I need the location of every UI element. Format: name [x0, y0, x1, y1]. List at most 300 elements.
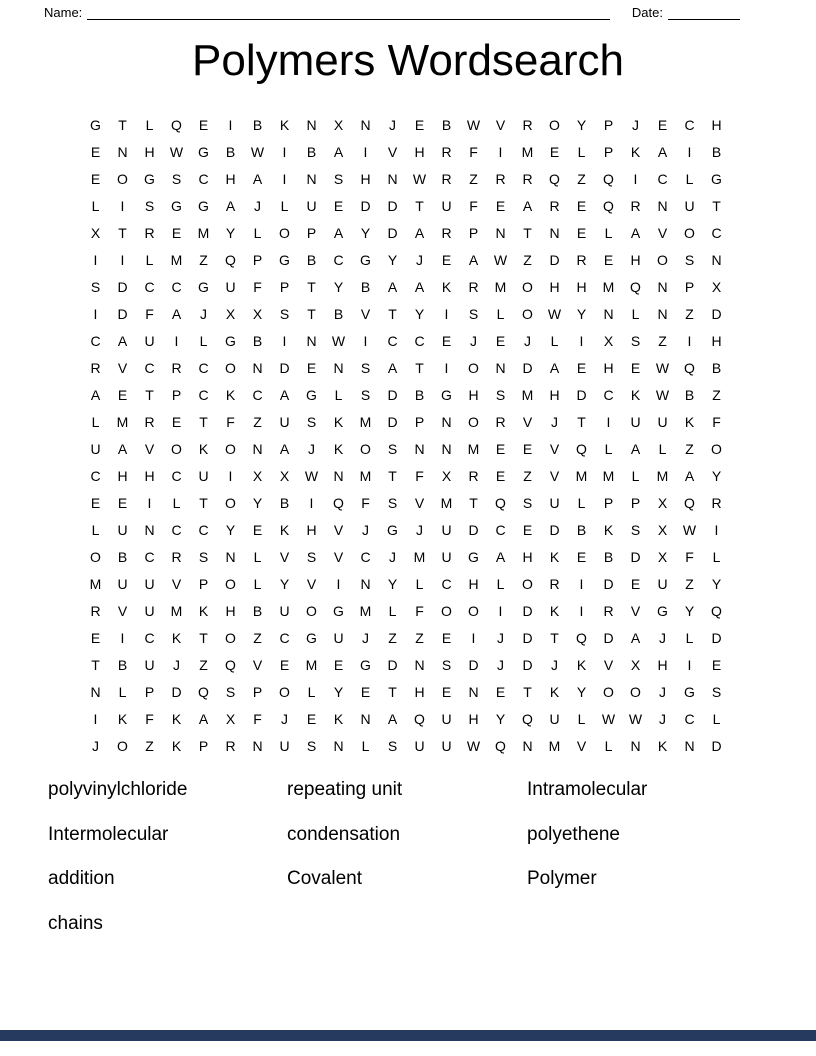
grid-cell: M — [656, 467, 669, 484]
grid-cell: I — [363, 332, 368, 349]
word-item: repeating unit — [287, 779, 403, 800]
grid-cell: U — [414, 737, 425, 754]
wordsearch-grid — [82, 111, 730, 759]
grid-cell: I — [93, 710, 98, 727]
grid-cell: U — [684, 197, 695, 214]
grid-cell: L — [604, 737, 613, 754]
grid-cell: S — [522, 494, 533, 511]
grid-cell: G — [441, 386, 452, 403]
grid-cell: Q — [603, 170, 614, 187]
grid-cell: D — [387, 197, 398, 214]
grid-cell: A — [279, 440, 290, 457]
grid-cell: V — [522, 413, 533, 430]
grid-cell: D — [117, 278, 128, 295]
grid-cell: P — [603, 143, 614, 160]
grid-cell: F — [253, 710, 262, 727]
grid-cell: C — [360, 548, 371, 565]
grid-cell: A — [522, 197, 533, 214]
grid-cell: V — [117, 359, 128, 376]
grid-cell: F — [469, 197, 478, 214]
grid-cell: M — [197, 224, 210, 241]
grid-cell: N — [225, 548, 236, 565]
grid-cell: T — [469, 494, 478, 511]
grid-cell: Z — [415, 629, 424, 646]
grid-cell: J — [659, 710, 666, 727]
grid-cell: F — [469, 143, 478, 160]
grid-cell: K — [171, 629, 182, 646]
grid-cell: W — [466, 116, 481, 133]
grid-cell: O — [279, 224, 290, 241]
grid-cell: L — [253, 548, 262, 565]
grid-cell: E — [90, 170, 101, 187]
grid-cell: J — [173, 656, 180, 673]
grid-cell: D — [117, 305, 128, 322]
grid-cell: Y — [225, 521, 236, 538]
grid-cell: L — [280, 197, 289, 214]
grid-cell: E — [171, 413, 182, 430]
grid-cell: J — [362, 521, 369, 538]
grid-cell: B — [306, 251, 317, 268]
grid-cell: K — [684, 413, 695, 430]
grid-cell: H — [711, 332, 722, 349]
grid-cell: E — [522, 440, 533, 457]
grid-cell: E — [495, 467, 506, 484]
grid-cell: A — [333, 224, 344, 241]
grid-cell: R — [144, 224, 155, 241]
grid-cell: D — [630, 548, 641, 565]
grid-cell: F — [712, 413, 721, 430]
grid-cell: U — [441, 737, 452, 754]
grid-cell: K — [225, 386, 236, 403]
grid-cell: J — [659, 683, 666, 700]
grid-cell: M — [170, 251, 183, 268]
grid-cell: C — [414, 332, 425, 349]
grid-cell: G — [360, 251, 371, 268]
grid-cell: U — [225, 278, 236, 295]
grid-cell: Q — [549, 170, 560, 187]
grid-cell: R — [90, 602, 101, 619]
grid-cell: I — [147, 494, 152, 511]
grid-cell: Q — [576, 629, 587, 646]
grid-cell: K — [441, 278, 452, 295]
word-item: Intramolecular — [527, 779, 648, 800]
grid-cell: P — [252, 683, 263, 700]
grid-cell: N — [333, 467, 344, 484]
grid-cell: B — [117, 656, 128, 673]
grid-cell: P — [306, 224, 317, 241]
grid-cell: E — [630, 359, 641, 376]
word-item: Covalent — [287, 868, 362, 889]
grid-cell: V — [171, 575, 182, 592]
grid-cell: M — [521, 386, 534, 403]
grid-cell: J — [308, 440, 315, 457]
grid-cell: L — [361, 737, 370, 754]
grid-cell: E — [549, 143, 560, 160]
grid-cell: I — [471, 629, 476, 646]
grid-cell: N — [252, 440, 263, 457]
grid-cell: L — [91, 413, 100, 430]
grid-cell: F — [361, 494, 370, 511]
grid-cell: M — [359, 413, 372, 430]
grid-cell: B — [225, 143, 236, 160]
grid-cell: M — [467, 440, 480, 457]
grid-cell: E — [441, 251, 452, 268]
grid-cell: E — [495, 197, 506, 214]
grid-cell: I — [444, 305, 449, 322]
grid-cell: V — [549, 440, 560, 457]
grid-cell: X — [90, 224, 101, 241]
grid-cell: U — [657, 413, 668, 430]
grid-cell: V — [360, 305, 371, 322]
grid-cell: U — [198, 467, 209, 484]
grid-cell: H — [630, 251, 641, 268]
grid-cell: T — [307, 278, 316, 295]
grid-cell: B — [252, 116, 263, 133]
grid-cell: E — [306, 710, 317, 727]
grid-cell: S — [306, 413, 317, 430]
grid-cell: T — [145, 386, 154, 403]
grid-cell: Y — [279, 575, 290, 592]
grid-cell: C — [144, 278, 155, 295]
grid-cell: R — [441, 170, 452, 187]
grid-cell: T — [712, 197, 721, 214]
grid-cell: H — [603, 359, 614, 376]
grid-cell: S — [171, 170, 182, 187]
grid-cell: O — [468, 602, 479, 619]
grid-cell: V — [414, 494, 425, 511]
grid-cell: E — [333, 197, 344, 214]
grid-cell: M — [521, 143, 534, 160]
header — [44, 5, 740, 20]
grid-cell: R — [549, 197, 560, 214]
grid-cell: S — [441, 656, 452, 673]
grid-cell: I — [282, 170, 287, 187]
grid-cell: G — [387, 521, 398, 538]
grid-cell: Q — [225, 251, 236, 268]
grid-cell: H — [468, 575, 479, 592]
word-item: addition — [48, 868, 115, 889]
grid-cell: D — [360, 197, 371, 214]
grid-cell: C — [90, 467, 101, 484]
grid-cell: S — [360, 386, 371, 403]
footer-accent-bar — [0, 1030, 816, 1041]
grid-cell: C — [387, 332, 398, 349]
grid-cell: C — [252, 386, 263, 403]
date-fill-line — [668, 6, 740, 20]
grid-cell: P — [603, 494, 614, 511]
grid-cell: R — [522, 116, 533, 133]
grid-cell: B — [576, 521, 587, 538]
grid-cell: O — [549, 116, 560, 133]
grid-cell: A — [630, 629, 641, 646]
grid-cell: E — [522, 521, 533, 538]
grid-cell: R — [468, 467, 479, 484]
grid-cell: D — [711, 737, 722, 754]
grid-cell: K — [279, 116, 290, 133]
grid-cell: A — [549, 359, 560, 376]
grid-cell: U — [441, 197, 452, 214]
grid-cell: D — [522, 656, 533, 673]
grid-cell: Z — [523, 467, 532, 484]
grid-cell: O — [225, 359, 236, 376]
grid-cell: O — [225, 440, 236, 457]
grid-cell: U — [144, 602, 155, 619]
grid-cell: L — [199, 332, 208, 349]
grid-cell: A — [630, 224, 641, 241]
grid-cell: M — [89, 575, 102, 592]
grid-cell: D — [522, 359, 533, 376]
grid-cell: A — [657, 143, 668, 160]
grid-cell: K — [549, 683, 560, 700]
grid-cell: X — [657, 521, 668, 538]
grid-cell: O — [522, 278, 533, 295]
grid-cell: I — [93, 305, 98, 322]
grid-cell: Z — [388, 629, 397, 646]
grid-cell: L — [118, 683, 127, 700]
grid-cell: L — [577, 710, 586, 727]
grid-cell: C — [684, 710, 695, 727]
grid-cell: M — [602, 467, 615, 484]
grid-cell: C — [657, 170, 668, 187]
grid-cell: S — [387, 737, 398, 754]
grid-cell: N — [117, 143, 128, 160]
grid-cell: U — [144, 656, 155, 673]
grid-cell: I — [687, 656, 692, 673]
grid-cell: I — [579, 332, 584, 349]
grid-cell: U — [441, 521, 452, 538]
grid-cell: L — [388, 602, 397, 619]
grid-cell: R — [522, 170, 533, 187]
grid-cell: N — [252, 737, 263, 754]
grid-cell: J — [92, 737, 99, 754]
grid-cell: R — [630, 197, 641, 214]
grid-cell: D — [576, 386, 587, 403]
grid-cell: B — [711, 143, 722, 160]
grid-cell: I — [282, 143, 287, 160]
grid-cell: M — [116, 413, 129, 430]
grid-cell: A — [90, 386, 101, 403]
grid-cell: G — [198, 143, 209, 160]
grid-cell: L — [712, 548, 721, 565]
grid-cell: F — [145, 305, 154, 322]
grid-cell: Q — [522, 710, 533, 727]
grid-cell: L — [496, 575, 505, 592]
grid-cell: H — [576, 278, 587, 295]
word-item: Polymer — [527, 868, 597, 889]
grid-cell: E — [495, 683, 506, 700]
grid-cell: A — [279, 386, 290, 403]
grid-cell: C — [279, 629, 290, 646]
grid-cell: U — [144, 575, 155, 592]
word-item: chains — [48, 912, 103, 934]
grid-cell: W — [304, 467, 319, 484]
grid-cell: S — [387, 494, 398, 511]
grid-cell: T — [307, 305, 316, 322]
page-title: Polymers Wordsearch — [192, 36, 624, 85]
grid-cell: Y — [252, 494, 263, 511]
grid-cell: B — [414, 386, 425, 403]
grid-cell: M — [575, 467, 588, 484]
grid-cell: B — [711, 359, 722, 376]
grid-cell: N — [630, 737, 641, 754]
grid-cell: G — [360, 656, 371, 673]
word-list — [48, 776, 768, 954]
grid-cell: L — [604, 224, 613, 241]
grid-cell: E — [90, 494, 101, 511]
grid-cell: E — [198, 116, 209, 133]
grid-cell: U — [549, 710, 560, 727]
word-column-1 — [48, 776, 287, 954]
grid-cell: C — [711, 224, 722, 241]
grid-cell: M — [170, 602, 183, 619]
grid-cell: T — [199, 629, 208, 646]
grid-cell: Y — [360, 224, 371, 241]
grid-cell: U — [279, 413, 290, 430]
grid-cell: V — [333, 548, 344, 565]
grid-cell: L — [91, 197, 100, 214]
grid-cell: A — [387, 359, 398, 376]
grid-cell: M — [440, 494, 453, 511]
grid-cell: H — [468, 710, 479, 727]
grid-cell: W — [412, 170, 427, 187]
grid-cell: H — [549, 278, 560, 295]
grid-cell: D — [387, 386, 398, 403]
grid-cell: W — [466, 737, 481, 754]
grid-cell: I — [120, 251, 125, 268]
grid-cell: S — [306, 737, 317, 754]
grid-cell: Q — [171, 116, 182, 133]
grid-cell: E — [576, 548, 587, 565]
grid-cell: K — [198, 602, 209, 619]
grid-cell: C — [495, 521, 506, 538]
grid-cell: Q — [414, 710, 425, 727]
grid-cell: O — [279, 683, 290, 700]
grid-cell: L — [550, 332, 559, 349]
grid-cell: O — [306, 602, 317, 619]
grid-cell: K — [117, 710, 128, 727]
grid-cell: Q — [603, 197, 614, 214]
grid-cell: Q — [684, 494, 695, 511]
grid-cell: H — [117, 467, 128, 484]
grid-cell: I — [120, 197, 125, 214]
grid-cell: A — [198, 710, 209, 727]
grid-cell: C — [198, 521, 209, 538]
grid-cell: J — [497, 656, 504, 673]
grid-cell: E — [90, 629, 101, 646]
grid-cell: H — [468, 386, 479, 403]
grid-cell: Y — [387, 251, 398, 268]
grid-cell: N — [657, 305, 668, 322]
grid-cell: B — [603, 548, 614, 565]
grid-cell: Q — [576, 440, 587, 457]
grid-cell: T — [118, 116, 127, 133]
grid-cell: C — [684, 116, 695, 133]
grid-cell: S — [630, 521, 641, 538]
grid-cell: N — [522, 737, 533, 754]
grid-cell: W — [547, 305, 562, 322]
grid-cell: V — [333, 521, 344, 538]
grid-cell: N — [252, 359, 263, 376]
grid-cell: W — [682, 521, 697, 538]
grid-cell: O — [522, 575, 533, 592]
grid-cell: S — [711, 683, 722, 700]
grid-cell: E — [117, 494, 128, 511]
grid-cell: U — [279, 737, 290, 754]
grid-cell: R — [495, 413, 506, 430]
grid-cell: V — [495, 116, 506, 133]
grid-cell: J — [416, 251, 423, 268]
grid-cell: Y — [333, 683, 344, 700]
grid-cell: L — [91, 521, 100, 538]
grid-cell: S — [144, 197, 155, 214]
grid-cell: L — [415, 575, 424, 592]
grid-cell: N — [333, 359, 344, 376]
grid-cell: R — [603, 602, 614, 619]
grid-cell: Y — [576, 116, 587, 133]
grid-cell: I — [120, 629, 125, 646]
grid-cell: Z — [469, 170, 478, 187]
grid-cell: U — [144, 332, 155, 349]
grid-cell: J — [200, 305, 207, 322]
grid-cell: F — [415, 467, 424, 484]
grid-cell: N — [306, 116, 317, 133]
grid-cell: W — [169, 143, 184, 160]
grid-cell: D — [603, 575, 614, 592]
grid-cell: V — [576, 737, 587, 754]
word-item: condensation — [287, 823, 401, 845]
grid-cell: T — [415, 197, 424, 214]
grid-cell: D — [549, 521, 560, 538]
grid-cell: M — [548, 737, 561, 754]
grid-cell: A — [468, 251, 479, 268]
grid-cell: G — [711, 170, 722, 187]
grid-cell: E — [603, 251, 614, 268]
grid-cell: R — [171, 548, 182, 565]
grid-cell: O — [171, 440, 182, 457]
grid-cell: T — [118, 224, 127, 241]
grid-cell: L — [712, 710, 721, 727]
grid-cell: D — [468, 656, 479, 673]
grid-cell: A — [171, 305, 182, 322]
grid-cell: J — [389, 116, 396, 133]
grid-cell: T — [523, 224, 532, 241]
grid-cell: R — [441, 143, 452, 160]
grid-cell: P — [279, 278, 290, 295]
grid-cell: Z — [685, 440, 694, 457]
grid-cell: E — [495, 440, 506, 457]
grid-cell: S — [198, 548, 209, 565]
grid-cell: E — [441, 683, 452, 700]
grid-cell: U — [306, 197, 317, 214]
grid-cell: U — [279, 602, 290, 619]
grid-cell: A — [252, 170, 263, 187]
grid-cell: C — [198, 359, 209, 376]
grid-cell: L — [631, 467, 640, 484]
grid-cell: I — [336, 575, 341, 592]
grid-cell: R — [549, 575, 560, 592]
grid-cell: H — [360, 170, 371, 187]
grid-cell: I — [687, 143, 692, 160]
grid-cell: P — [171, 386, 182, 403]
grid-cell: E — [414, 116, 425, 133]
grid-cell: N — [360, 116, 371, 133]
grid-cell: N — [387, 170, 398, 187]
grid-cell: Y — [387, 575, 398, 592]
grid-cell: S — [90, 278, 101, 295]
grid-cell: U — [549, 494, 560, 511]
grid-cell: K — [171, 737, 182, 754]
grid-cell: Z — [658, 332, 667, 349]
